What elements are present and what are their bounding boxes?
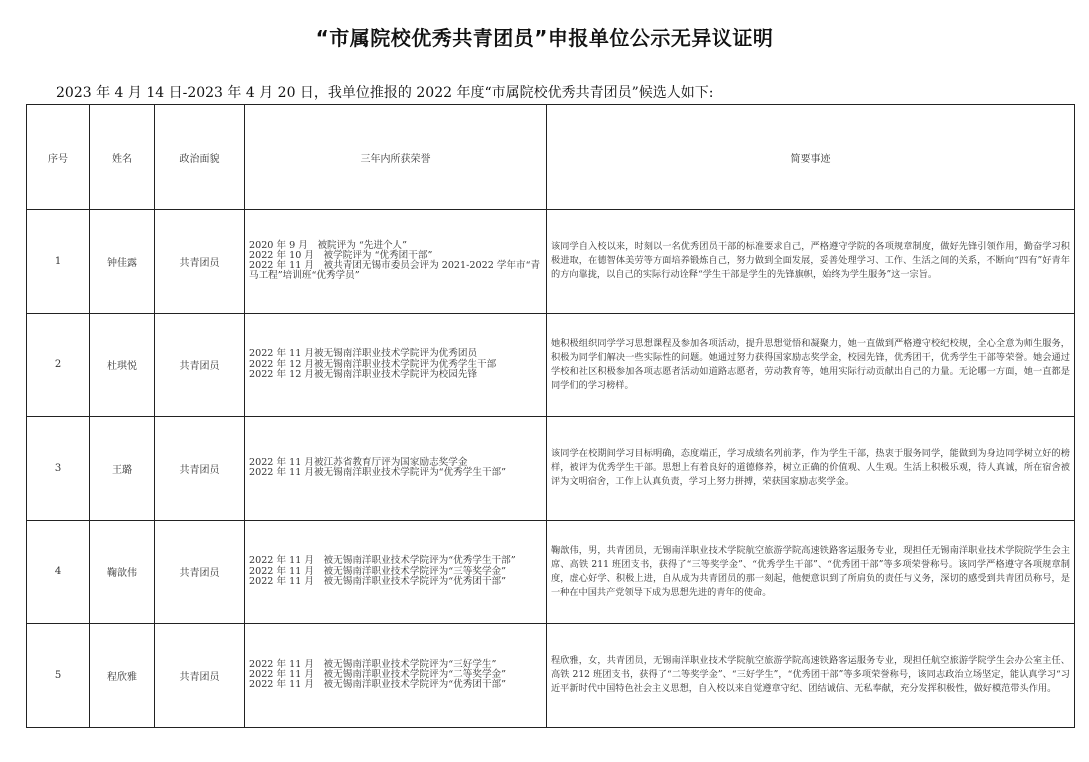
header-name: 姓名 xyxy=(90,105,155,210)
header-honors: 三年内所获荣誉 xyxy=(245,105,547,210)
candidate-name: 钟佳露 xyxy=(90,210,155,314)
table-row xyxy=(27,210,1075,314)
honor-item: 2022 年 11 月被无锡南洋职业技术学院评为优秀团员 xyxy=(249,348,478,360)
table-row xyxy=(27,624,1075,728)
honor-item: 2022 年 11 月 被无锡南洋职业技术学院评为“三好学生” xyxy=(249,658,497,670)
summary-cell: 该同学在校期间学习目标明确，态度端正，学习成绩名列前茅，作为学生干部，热衷于服务同学，能做到为身边同学树立好的榜样，被评为优秀学生干部。思想上有着良好的道德修养，树立正确的价值观、人生观。生活上积极乐观，待人真诚，所在宿舍被评为文明宿舍，工作上认真负责，学习上努力拼搏，荣获国家励志奖学金。 xyxy=(547,417,1075,521)
honors-cell xyxy=(245,520,547,624)
table-row xyxy=(27,313,1075,417)
political-status: 共青团员 xyxy=(155,624,245,728)
political-status: 共青团员 xyxy=(155,313,245,417)
honor-item: 2022 年 11 月 被无锡南洋职业技术学院评为“优秀团干部” xyxy=(249,575,507,587)
honor-item: 2022 年 10 月 被学院评为 “优秀团干部” xyxy=(249,250,433,262)
honor-item: 2022 年 11 月 被无锡南洋职业技术学院评为“优秀学生干部” xyxy=(249,555,516,567)
row-number: 4 xyxy=(27,520,90,624)
row-number: 3 xyxy=(27,417,90,521)
candidate-name: 鞠歆伟 xyxy=(90,520,155,624)
table-header-row xyxy=(27,105,1075,210)
political-status: 共青团员 xyxy=(155,210,245,314)
row-number: 5 xyxy=(27,624,90,728)
honors-cell xyxy=(245,417,547,521)
header-summary: 简要事迹 xyxy=(547,105,1075,210)
honor-item: 2020 年 9 月 被院评为 “先进个人” xyxy=(249,239,408,251)
document-title: “市属院校优秀共青团员”申报单位公示无异议证明 xyxy=(315,26,774,50)
honor-item: 2022 年 11 月被江苏省教育厅评为国家励志奖学金 xyxy=(249,457,468,469)
summary-cell: 程欣雅，女，共青团员，无锡南洋职业技术学院航空旅游学院高速铁路客运服务专业，现担任航空旅游学院学生会办公室主任、高铁 212 班团支书，获得了“二等奖学金”、“三好学生”，“优秀团干部”等多项荣誉称号，该同志政治立场坚定，能认真学习“习近平新时代中国特色社会主义思想，自入校以来自觉遵章守纪、团结诚信、无私奉献，充分发挥积极性，做好模范带头作用。 xyxy=(547,624,1075,728)
table-row xyxy=(27,520,1075,624)
honor-item: 2022 年 11 月 被无锡南洋职业技术学院评为“优秀团干部” xyxy=(249,679,507,691)
header-political: 政治面貌 xyxy=(155,105,245,210)
honors-cell xyxy=(245,210,547,314)
intro-text: 2023 年 4 月 14 日-2023 年 4 月 20 日，我单位推报的 2022 年度“市属院校优秀共青团员”候选人如下: xyxy=(56,85,714,101)
summary-cell: 她积极组织同学学习思想课程及参加各项活动，提升思想觉悟和凝聚力，她一直做到严格遵守校纪校规，全心全意为师生服务，积极为同学们解决一些实际性的问题。她通过努力获得国家励志奖学金，校园先锋，优秀团干，优秀学生干部等荣誉。她会通过学校和社区积极参加各项志愿者活动如道路志愿者，劳动教育等，她用实际行动贡献出自己的力量。无论哪一方面，她一直都是同学们的学习榜样。 xyxy=(547,313,1075,417)
summary-cell: 鞠歆伟，男，共青团员，无锡南洋职业技术学院航空旅游学院高速铁路客运服务专业，现担任无锡南洋职业技术学院院学生会主席、高铁 211 班团支书，获得了“三等奖学金”、“优秀学生干部”、“优秀团干部”等多项荣誉称号。该同学严格遵守各项规章制度，虚心好学、积极上进，自从成为共青团员的那一刻起，他便意识到了所肩负的责任与义务，深切的感受到共青团员称号，是一种在中国共产党领导下成为思想先进的青年的使命。 xyxy=(547,520,1075,624)
political-status: 共青团员 xyxy=(155,417,245,521)
candidate-table xyxy=(26,104,1075,728)
summary-cell: 该同学自入校以来，时刻以一名优秀团员干部的标准要求自己，严格遵守学院的各项规章制度，做好先锋引领作用，勤奋学习积极进取，在德智体美劳等方面培养锻炼自己，努力做到全面发展，妥善处理学习、工作、生活之间的关系，不断向“四有”好青年的方向靠拢，以自己的实际行动诠释“学生干部是学生的先锋旗帜，始终为学生服务”这一宗旨。 xyxy=(547,210,1075,314)
row-number: 2 xyxy=(27,313,90,417)
honor-item: 2022 年 11 月被无锡南洋职业技术学院评为“优秀学生干部” xyxy=(249,467,507,479)
candidate-name: 程欣雅 xyxy=(90,624,155,728)
candidate-name: 王璐 xyxy=(90,417,155,521)
honor-item: 2022 年 11 月 被无锡南洋职业技术学院评为“三等奖学金” xyxy=(249,565,507,577)
honors-cell xyxy=(245,313,547,417)
candidate-name: 杜琪悦 xyxy=(90,313,155,417)
honor-item: 2022 年 11 月 被无锡南洋职业技术学院评为“二等奖学金” xyxy=(249,669,507,681)
honor-item: 2022 年 12 月被无锡南洋职业技术学院评为校园先锋 xyxy=(249,368,478,380)
honors-cell xyxy=(245,624,547,728)
honor-item: 2022 年 12 月被无锡南洋职业技术学院评为优秀学生干部 xyxy=(249,358,497,370)
political-status: 共青团员 xyxy=(155,520,245,624)
row-number: 1 xyxy=(27,210,90,314)
table-row xyxy=(27,417,1075,521)
honor-item: 2022 年 11 月 被共青团无锡市委员会评为 2021-2022 学年市“青马工程”培训班“优秀学员” xyxy=(249,260,541,282)
header-no: 序号 xyxy=(27,105,90,210)
